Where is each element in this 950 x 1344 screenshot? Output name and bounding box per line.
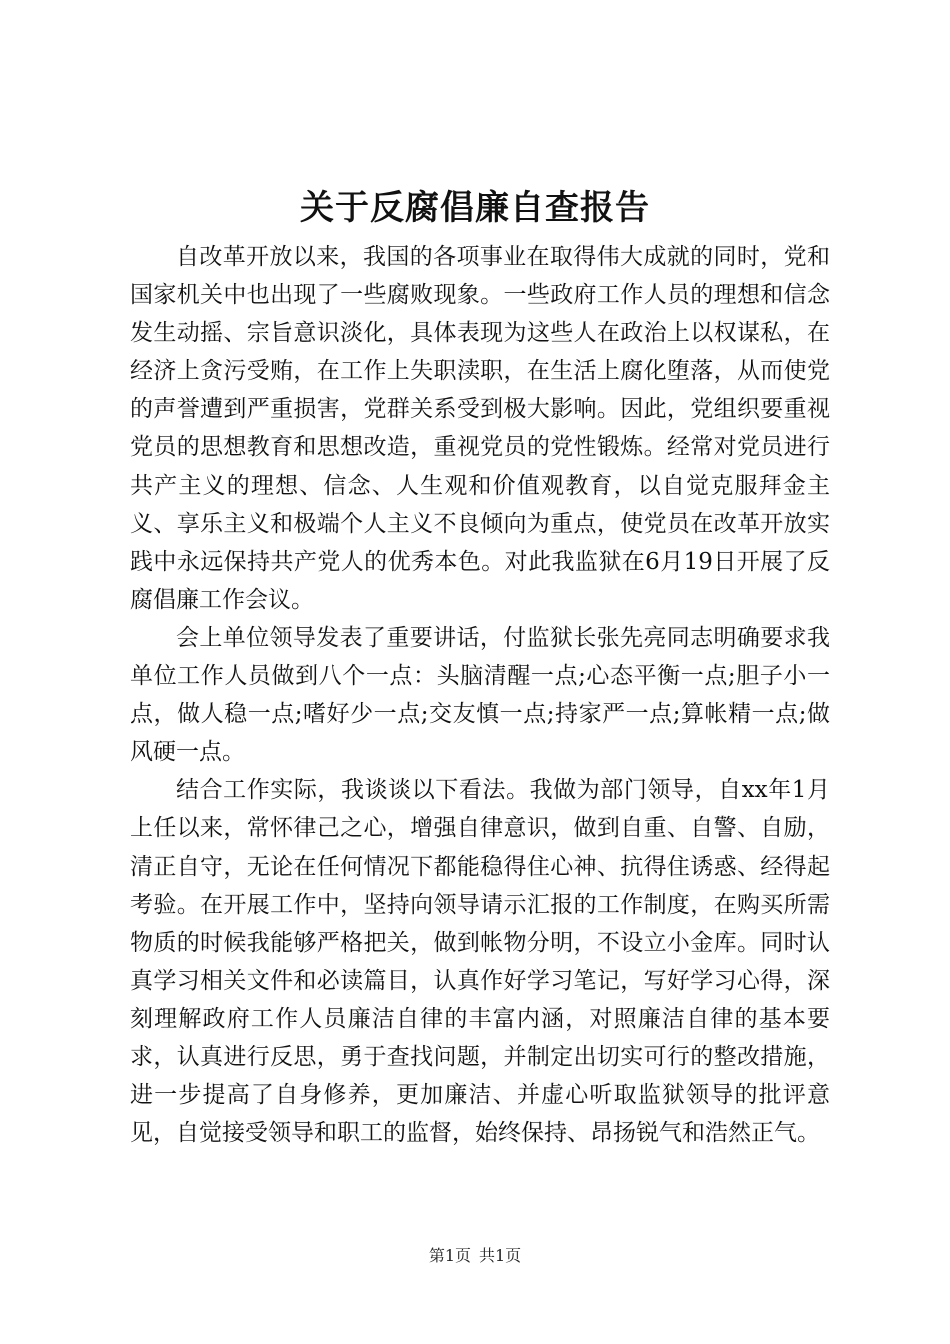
page-number: 第1页 — [428, 1246, 471, 1265]
paragraph-intro: 自改革开放以来，我国的各项事业在取得伟大成就的同时，党和国家机关中也出现了一些腐败现象。一些政府工作人员的理想和信念发生动摇、宗旨意识淡化，具体表现为这些人在政治上以权谋私，在经济上贪污受贿，在工作上失职渎职，在生活上腐化堕落，从而使党的声誉遭到严重损害，党群关系受到极大影响。因此，党组织要重视党员的思想教育和思想改造，重视党员的党性锻炼。经常对党员进行共产主义的理想、信念、人生观和价值观教育，以自觉克服拜金主义、享乐主义和极端个人主义不良倾向为重点，使党员在改革开放实践中永远保持共产党人的优秀本色。对此我监狱在6月19日开展了反腐倡廉工作会议。 — [130, 244, 830, 613]
document-title: 关于反腐倡廉自查报告 — [300, 188, 650, 228]
paragraph-self-review: 结合工作实际，我谈谈以下看法。我做为部门领导，自xx年1月上任以来，常怀律己之心，增强自律意识，做到自重、自警、自励，清正自守，无论在任何情况下都能稳得住心神、抗得住诱惑、经得起考验。在开展工作中，坚持向领导请示汇报的工作制度，在购买所需物质的时候我能够严格把关，做到帐物分明，不设立小金库。同时认真学习相关文件和必读篇目，认真作好学习笔记，写好学习心得，深刻理解政府工作人员廉洁自律的丰富内涵，对照廉洁自律的基本要求，认真进行反思，勇于查找问题，并制定出切实可行的整改措施，进一步提高了自身修养，更加廉洁、并虚心听取监狱领导的批评意见，自觉接受领导和职工的监督，始终保持、昂扬锐气和浩然正气。 — [130, 777, 830, 1147]
document-body — [130, 238, 830, 1152]
page-footer — [0, 1246, 950, 1266]
page-total: 共1页 — [479, 1246, 522, 1265]
paragraph-meeting: 会上单位领导发表了重要讲话，付监狱长张先亮同志明确要求我单位工作人员做到八个一点：头脑清醒一点;心态平衡一点;胆子小一点，做人稳一点;嗜好少一点;交友慎一点;持家严一点;算帐精一点;做风硬一点。 — [130, 624, 830, 766]
